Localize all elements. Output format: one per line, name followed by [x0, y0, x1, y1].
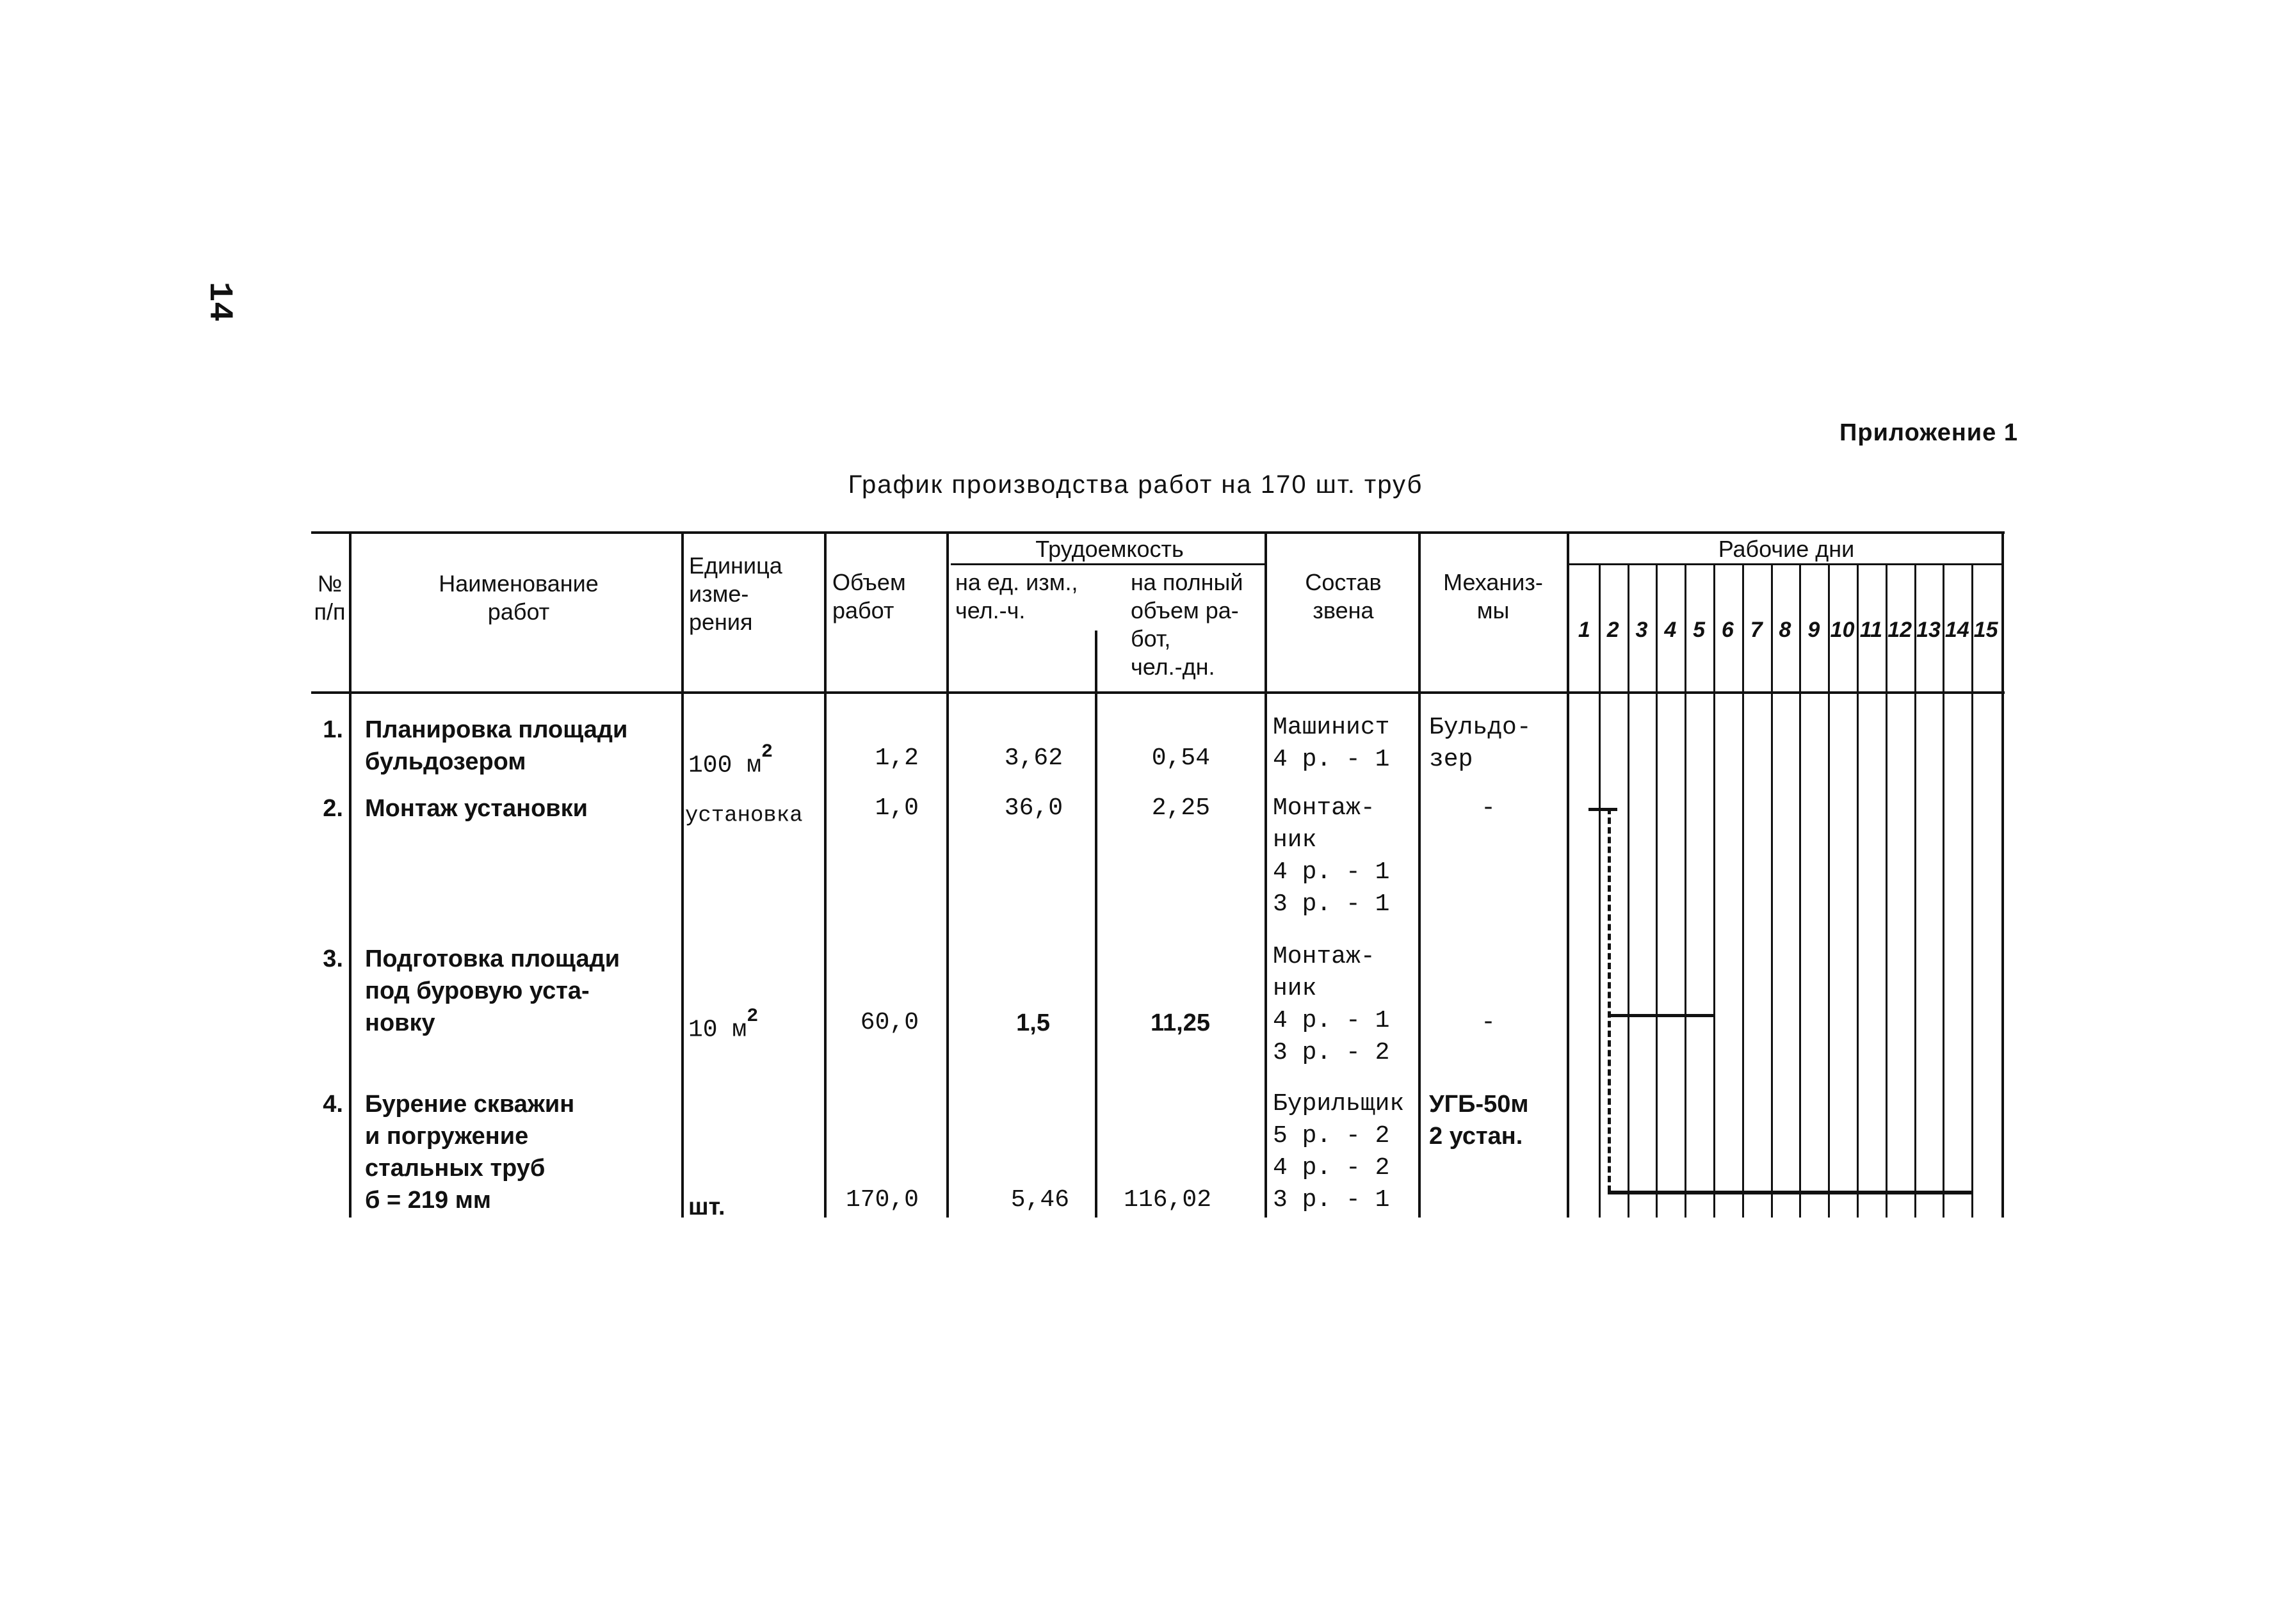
row-4-labor-unit: 5,46: [1010, 1186, 1069, 1214]
day-number-12: 12: [1887, 618, 1912, 642]
day-number-9: 9: [1807, 618, 1820, 642]
row-1-labor-total: 0,54: [1151, 744, 1210, 772]
labor-divider: [951, 563, 1266, 565]
day-number-8: 8: [1779, 618, 1791, 642]
header-name: Наименование работ: [439, 570, 599, 625]
day-column-line: [1742, 565, 1744, 1218]
day-column-line: [1943, 565, 1944, 1218]
col-divider-4: [946, 533, 949, 1218]
col-divider-3: [824, 533, 827, 1218]
appendix-label: Приложение 1: [1839, 419, 2018, 446]
day-column-line: [1857, 565, 1859, 1218]
row-3-no: 3.: [323, 945, 343, 972]
row-2-name: Монтаж установки: [365, 795, 588, 822]
table-top-border: [311, 531, 2005, 534]
row-3-machines: -: [1481, 1009, 1496, 1036]
row-4-machines: УГБ-50м 2 устан.: [1429, 1091, 1529, 1150]
day-number-5: 5: [1693, 618, 1706, 642]
day-number-11: 11: [1859, 618, 1883, 642]
row-4-name: Бурение скважин и погружение стальных труб б = 219 мм: [365, 1091, 575, 1214]
day-number-14: 14: [1944, 618, 1969, 642]
header-labor-unit: на ед. изм., чел.-ч.: [955, 569, 1078, 623]
header-labor-total: на полный объем ра- бот, чел.-дн.: [1131, 569, 1243, 680]
day-number-4: 4: [1664, 618, 1677, 642]
row-2-unit: установка: [685, 803, 803, 828]
day-number-1: 1: [1578, 618, 1590, 642]
header-unit: Единица изме- рения: [689, 552, 782, 635]
day-number-3: 3: [1635, 618, 1648, 642]
row-1-machines: Бульдо- зер: [1429, 714, 1532, 773]
row-3-crew: Монтаж- ник 4 р. - 1 3 р. - 2: [1273, 943, 1390, 1066]
days-divider: [1569, 563, 2004, 565]
row-2-labor-total: 2,25: [1151, 794, 1210, 822]
gantt-bar-task-2: [1608, 808, 1611, 1192]
row-2-labor-unit: 36,0: [1004, 794, 1063, 822]
header-machines: Механиз- мы: [1443, 569, 1543, 623]
row-4-no: 4.: [323, 1091, 343, 1118]
header-no: № п/п: [314, 570, 346, 625]
col-divider-1: [349, 533, 352, 1218]
day-number-10: 10: [1830, 618, 1855, 642]
row-4-labor-total: 116,02: [1124, 1186, 1211, 1214]
row-4-unit: шт.: [688, 1193, 725, 1221]
header-days: Рабочие дни: [1718, 536, 1855, 562]
row-4-volume: 170,0: [845, 1186, 919, 1214]
row-1-no: 1.: [323, 716, 343, 743]
row-3-labor-total: 11,25: [1151, 1009, 1210, 1036]
document-title: График производства работ на 170 шт. труб: [848, 470, 1423, 499]
day-column-line: [1771, 565, 1773, 1218]
row-2-crew: Монтаж- ник 4 р. - 1 3 р. - 1: [1273, 794, 1390, 918]
day-column-line: [1685, 565, 1686, 1218]
day-column-line: [1914, 565, 1916, 1218]
day-number-13: 13: [1916, 618, 1941, 642]
row-1-volume: 1,2: [875, 744, 919, 772]
row-3-name: Подготовка площади под буровую уста- новку: [365, 945, 620, 1036]
day-column-line: [1799, 565, 1801, 1218]
day-number-7: 7: [1750, 618, 1763, 642]
day-column-line: [1713, 565, 1715, 1218]
row-3-labor-unit: 1,5: [1016, 1009, 1050, 1036]
row-1-crew: Машинист 4 р. - 1: [1273, 714, 1390, 773]
gantt-bar-task-4: [1608, 1191, 1971, 1194]
header-bottom-border: [311, 691, 2005, 694]
row-3-volume: 60,0: [860, 1009, 919, 1036]
row-1-name: Планировка площади бульдозером: [365, 716, 628, 775]
col-divider-8: [1567, 533, 1569, 1218]
gantt-bar-task-3: [1608, 1014, 1713, 1017]
day-column-line: [1599, 565, 1601, 1218]
row-2-volume: 1,0: [875, 794, 919, 822]
col-divider-2: [681, 533, 684, 1218]
day-column-line: [1886, 565, 1887, 1218]
header-crew: Состав звена: [1305, 569, 1382, 623]
day-number-15: 15: [1973, 618, 1998, 642]
row-1-unit: 100 $м^2$: [688, 741, 773, 780]
row-4-crew: Бурильщик 5 р. - 2 4 р. - 2 3 р. - 1: [1273, 1090, 1405, 1214]
col-divider-7: [1418, 533, 1421, 1218]
gantt-bar-task-2-start: [1588, 808, 1617, 811]
day-column-line: [1971, 565, 1973, 1218]
header-volume: Объем работ: [832, 569, 906, 623]
day-column-line: [1828, 565, 1830, 1218]
day-column-line: [1656, 565, 1658, 1218]
page-number: 14: [200, 282, 238, 322]
day-column-line: [1628, 565, 1629, 1218]
col-divider-5: [1095, 631, 1097, 1218]
row-3-unit: 10 $м^2$: [688, 1006, 759, 1044]
row-2-no: 2.: [323, 795, 343, 822]
row-2-machines: -: [1481, 794, 1496, 822]
row-1-labor-unit: 3,62: [1004, 744, 1063, 772]
day-number-2: 2: [1606, 618, 1619, 642]
header-labor: Трудоемкость: [1035, 536, 1184, 562]
day-number-6: 6: [1721, 618, 1734, 642]
table-right-border: [2001, 533, 2004, 1218]
